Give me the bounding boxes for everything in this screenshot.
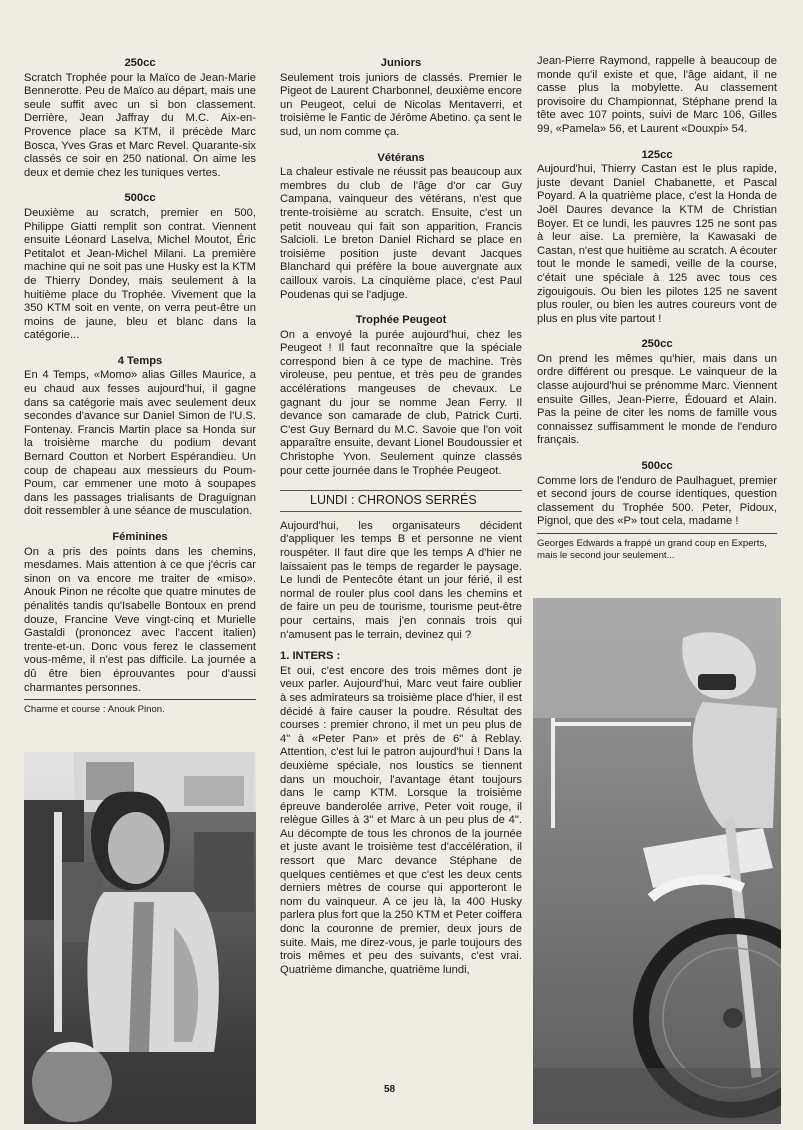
column-left (24, 55, 256, 720)
column-middle (280, 55, 522, 989)
photo-caption-left: Charme et course : Anouk Pinon. (24, 704, 165, 716)
photo-georges-edwards (533, 598, 781, 1124)
section-text-125cc: Aujourd'hui, Thierry Castan est le plus rapide, juste devant Daniel Chabanette, et Pascal Poyard. A la quatrième place, c'est la Honda de Joël Daures devance la KTM de Christian Boyer. Et ce lundi, les pauvres 125 ne sont pas à leur aise. La première, la Kawasaki de Castan, n'est que huitième au scratch. A écouter tout le monde le samedi, veille de la course, c'était une spéciale à 125 avec tous ces zigouigouis. Ou bien les pilotes 125 ne savent plus rouler, ou bien les autres coureurs vont de plus en plus vite partout ! (537, 163, 777, 325)
section-text-juniors: Seulement trois juniors de classés. Premier le Pigeot de Laurent Charbonnel, deuxième encore un Peugeot, celui de Nicolas Mentaverri, et troisième le Fantic de Jérôme Abetino. ça sent le sud, un nom comme ça. (280, 71, 522, 138)
section-heading-500cc-lundi: 500cc (641, 460, 673, 473)
column-right (537, 55, 777, 565)
section-text-250cc: Scratch Trophée pour la Maïco de Jean-Marie Bennerotte. Peu de Maïco au départ, mais une seule suffit avec un si bon classement. Derrière, Jean Jaffray du M.C. Aix-en-Provence place sa KTM, il précède Marc Bosca, Yves Gras et Marc Revel. Quarante-six classés ce soir en 250 national. On aime les deux et demie chez les tuniques vertes. (24, 71, 256, 179)
page-number: 58 (384, 1084, 396, 1095)
section-heading-250cc-lundi: 250cc (641, 338, 673, 351)
divider (537, 533, 777, 534)
section-text-inters: Et oui, c'est encore des trois mêmes dont je veux parler. Aujourd'hui, Marc veut faire oublier à ses admirateurs sa troisième place d'hier, il est décidé à faire causer la poudre. Résultat des courses : premier chrono, il met un peu plus de 4" à «Peter Pan» et près de 6" à Reblay. Attention, c'est lui le patron aujourd'hui ! Dans la deuxième spéciale, nos loustics se tiennent dans un mouchoir, l'avantage étant toujours dans le camp KTM. Lorsque la troisième épreuve banderolée arrive, Peter voit rouge, il relègue Gilles à 3" et Marc à un peu plus de 4". Au décompte de tous les chronos de la journée et juste avant le troisième test d'accélération, il ressort que Marc devance Stéphane de quelques centièmes et que c'est les deux cents derniers mètres de course qui apporteront le nom du vainqueur. A ce jeu là, la 400 Husky parlera plus fort que la 250 KTM et Peter coiffera donc la couronne de premier, deux jours de suite. Mais, me direz-vous, je parle toujours des trois mêmes et peu des suivants, c'est vrai. Quatrième dimanche, quatrième lundi, (280, 664, 522, 976)
section-text-500cc-lundi: Comme lors de l'enduro de Paulhaguet, premier et second jours de course identiques, question classement du Trophée 500. Peter, Pidoux, Pignol, que des «P» tout cela, madame ! (537, 474, 777, 528)
section-heading-4temps: 4 Temps (117, 354, 163, 367)
section-heading-inters: 1. INTERS : (280, 650, 341, 663)
section-text-500cc: Deuxième au scratch, premier en 500, Philippe Giatti remplit son contrat. Viennent ensuite Léonard Laselva, Michel Moutot, Éric Petitalot et Jean-Michel Milani. La première machine qui ne soit pas une Husky est la KTM de Thierry Dondey, mais seulement à la huitième place du Trophée. Vivement que la 350 KTM soit en vente, on verra peut-être un moins de jaune, bleu et blanc dans la catégorie... (24, 206, 256, 342)
section-banner-lundi: LUNDI : CHRONOS SERRÉS (280, 490, 522, 512)
section-text-feminines: On a pris des points dans les chemins, mesdames. Mais attention à ce que j'écris car sinon on va encore me traiter de «miso». Anouk Pinon ne récolte que quatre minutes de pénalités tandis qu'Isabelle Bontoux en prend douze, Francine Veve vingt-cinq et Murielle Gastaldi (prononcez avec l'accent italien) trente-et-un. Donc vous ferez le classement vous-même, il n'est pas difficile. La journée a dû être bien éprouvantes pour d'aussi charmantes personnes. (24, 545, 256, 694)
section-text-continued: Jean-Pierre Raymond, rappelle à beaucoup de monde qu'il existe et que, l'âge aidant, il ne casse plus la mobylette. Au classement provisoire du Championnat, Stéphane prend la tête avec 107 points, suivi de Marc 106, Gilles 99, «Pamela» 56, et Laurent «Douxpi» 54. (537, 55, 777, 135)
section-text-veterans: La chaleur estivale ne réussit pas beaucoup aux membres du club de l'âge d'or car Guy Campana, vainqueur des vétérans, n'est que trente-troisième au scratch. Ensuite, c'est un petit nouveau qui fait son apparition, Francis Salcioli. Le breton Daniel Richard se place en troisième position juste devant Jacques Blanchard qui préfère la boue auvergnate aux cailloux varois. La cinquième place, c'est Paul Poudenas qui se l'adjuge. (280, 166, 522, 301)
section-text-4temps: En 4 Temps, «Momo» alias Gilles Maurice, a eu chaud aux fesses aujourd'hui, il gagne dans sa catégorie mais avec seulement deux secondes d'avance sur Daniel Simon de l'U.S. Fontenay. Francis Martin place sa Honda sur la troisième marche du podium devant Bernard Coutton et Norbert Espérandieu. Un coup de chapeau aux messieurs du Poum-Poum, car emmener une moto à soupapes dans les passages trialisants de Draguignan doit ressembler à une séance de musculation. (24, 369, 256, 518)
photo-anouk-pinon (24, 752, 256, 1124)
section-heading-125cc: 125cc (641, 148, 673, 161)
section-text-lundi-intro: Aujourd'hui, les organisateurs décident d'appliquer les temps B et personne ne vient rouspéter. Il faut dire que les temps A d'hier ne laissaient pas le temps de regarder le paysage. Le lundi de Pentecôte étant un jour férié, il est normal de rouler plus cool dans les chemins et de faire un peu de tourisme, tourisme peut-être pour certains, mais j'en connais trois qui n'amusent pas le terrain, devinez qui ? (280, 519, 522, 641)
section-heading-veterans: Vétérans (377, 151, 425, 164)
section-text-250cc-lundi: On prend les mêmes qu'hier, mais dans un ordre différent ou presque. Le vainqueur de la classe aujourd'hui se prénomme Marc. Viennent ensuite Gilles, Jean-Pierre, Édouard et Alain. Pas la peine de citer les noms de famille vous connaissez suffisamment le monde de l'enduro français. (537, 352, 777, 447)
section-heading-500cc: 500cc (124, 192, 156, 205)
section-heading-feminines: Féminines (112, 531, 168, 543)
section-heading-250cc: 250cc (124, 57, 156, 69)
divider (24, 699, 256, 700)
section-heading-juniors: Juniors (380, 57, 422, 69)
photo-caption-right: Georges Edwards a frappé un grand coup en Experts, mais le second jour seulement... (537, 538, 767, 561)
section-heading-trophee-peugeot: Trophée Peugeot (355, 314, 447, 327)
section-text-trophee-peugeot: On a envoyé la purée aujourd'hui, chez les Peugeot ! Il faut reconnaître que la spéciale correspond bien à ce type de machine. Très viroleuse, peu pentue, et très peu de grandes accélérations mangeuses de chevaux. Le gagnant du jour se nomme Jean Ferry. Il devance son camarade de club, Patrick Curti. C'est Guy Bernard du M.C. Savoie que l'on voit apparaître ensuite, devant Lionel Boudoussier et Christophe Yvon. Seulement quinze classés pour cette journée dans le Trophée Peugeot. (280, 328, 522, 477)
